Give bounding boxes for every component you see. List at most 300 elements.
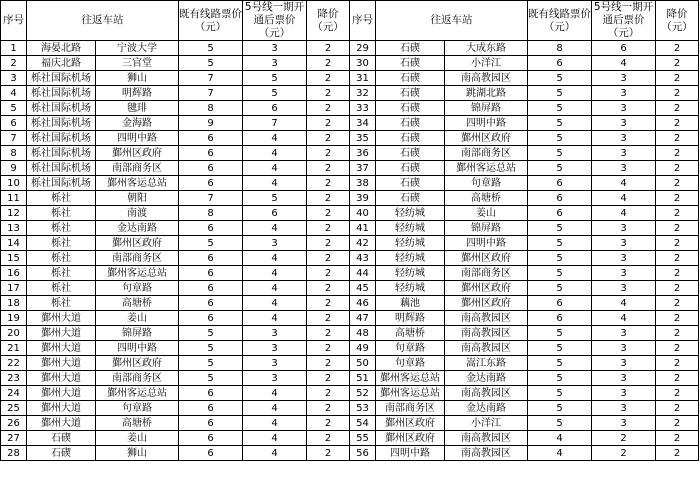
cell-new-price: 3 bbox=[592, 281, 656, 296]
cell-seq: 2 bbox=[1, 56, 27, 71]
cell-seq: 9 bbox=[1, 161, 27, 176]
cell-from-station: 鄞州大道 bbox=[27, 341, 96, 356]
cell-seq: 52 bbox=[350, 386, 376, 401]
cell-new-price: 2 bbox=[592, 431, 656, 446]
cell-to-station: 南高教园区 bbox=[445, 341, 528, 356]
cell-seq: 41 bbox=[350, 221, 376, 236]
header-route: 往返车站 bbox=[27, 1, 179, 41]
cell-seq: 5 bbox=[1, 101, 27, 116]
cell-from-station: 轻纺城 bbox=[376, 281, 445, 296]
cell-new-price: 4 bbox=[243, 176, 307, 191]
cell-existing-price: 7 bbox=[179, 86, 243, 101]
cell-existing-price: 6 bbox=[179, 416, 243, 431]
table-row bbox=[1, 116, 699, 131]
cell-existing-price: 6 bbox=[528, 191, 592, 206]
cell-new-price: 4 bbox=[592, 191, 656, 206]
cell-reduction: 2 bbox=[307, 446, 350, 461]
cell-new-price: 3 bbox=[592, 401, 656, 416]
cell-reduction: 2 bbox=[307, 431, 350, 446]
cell-seq: 40 bbox=[350, 206, 376, 221]
cell-reduction: 2 bbox=[656, 116, 699, 131]
cell-new-price: 5 bbox=[243, 86, 307, 101]
cell-from-station: 高塘桥 bbox=[376, 326, 445, 341]
cell-existing-price: 5 bbox=[528, 371, 592, 386]
cell-seq: 27 bbox=[1, 431, 27, 446]
header-route: 往返车站 bbox=[376, 1, 528, 41]
cell-seq: 14 bbox=[1, 236, 27, 251]
cell-new-price: 3 bbox=[592, 131, 656, 146]
table-row bbox=[1, 131, 699, 146]
table-row bbox=[1, 371, 699, 386]
cell-new-price: 3 bbox=[592, 266, 656, 281]
cell-seq: 20 bbox=[1, 326, 27, 341]
cell-existing-price: 7 bbox=[179, 71, 243, 86]
table-row bbox=[1, 41, 699, 56]
cell-to-station: 鄞州客运总站 bbox=[96, 386, 179, 401]
cell-existing-price: 8 bbox=[179, 101, 243, 116]
cell-from-station: 栎社 bbox=[27, 281, 96, 296]
cell-new-price: 3 bbox=[592, 116, 656, 131]
cell-seq: 33 bbox=[350, 101, 376, 116]
cell-to-station: 嵩江东路 bbox=[445, 356, 528, 371]
cell-existing-price: 5 bbox=[528, 416, 592, 431]
cell-new-price: 3 bbox=[592, 416, 656, 431]
cell-to-station: 南高教园区 bbox=[445, 431, 528, 446]
cell-from-station: 石碶 bbox=[27, 446, 96, 461]
cell-reduction: 2 bbox=[656, 296, 699, 311]
cell-seq: 11 bbox=[1, 191, 27, 206]
cell-existing-price: 6 bbox=[179, 401, 243, 416]
cell-seq: 1 bbox=[1, 41, 27, 56]
cell-new-price: 4 bbox=[243, 386, 307, 401]
cell-seq: 24 bbox=[1, 386, 27, 401]
cell-new-price: 3 bbox=[243, 41, 307, 56]
cell-reduction: 2 bbox=[307, 236, 350, 251]
cell-to-station: 鄞州区政府 bbox=[445, 296, 528, 311]
cell-to-station: 小洋江 bbox=[445, 416, 528, 431]
cell-to-station: 鄞州客运总站 bbox=[96, 176, 179, 191]
cell-reduction: 2 bbox=[656, 161, 699, 176]
cell-to-station: 南高教园区 bbox=[445, 446, 528, 461]
cell-reduction: 2 bbox=[307, 296, 350, 311]
cell-seq: 35 bbox=[350, 131, 376, 146]
cell-reduction: 2 bbox=[656, 326, 699, 341]
cell-from-station: 鄞州客运总站 bbox=[376, 371, 445, 386]
cell-from-station: 石碶 bbox=[376, 56, 445, 71]
cell-new-price: 3 bbox=[592, 86, 656, 101]
cell-from-station: 鄞州客运总站 bbox=[376, 386, 445, 401]
cell-to-station: 鄞州区政府 bbox=[445, 281, 528, 296]
cell-existing-price: 5 bbox=[528, 116, 592, 131]
cell-from-station: 鄞州区政府 bbox=[376, 416, 445, 431]
cell-new-price: 4 bbox=[243, 161, 307, 176]
cell-new-price: 3 bbox=[592, 236, 656, 251]
cell-from-station: 鄞州大道 bbox=[27, 326, 96, 341]
cell-from-station: 栎社 bbox=[27, 221, 96, 236]
cell-reduction: 2 bbox=[307, 116, 350, 131]
cell-existing-price: 5 bbox=[528, 71, 592, 86]
cell-seq: 51 bbox=[350, 371, 376, 386]
cell-from-station: 栎社国际机场 bbox=[27, 161, 96, 176]
cell-seq: 4 bbox=[1, 86, 27, 101]
cell-existing-price: 6 bbox=[179, 251, 243, 266]
cell-reduction: 2 bbox=[656, 281, 699, 296]
cell-reduction: 2 bbox=[656, 131, 699, 146]
cell-seq: 38 bbox=[350, 176, 376, 191]
cell-from-station: 藕池 bbox=[376, 296, 445, 311]
cell-new-price: 3 bbox=[592, 341, 656, 356]
cell-to-station: 鄞州区政府 bbox=[445, 131, 528, 146]
cell-from-station: 石碶 bbox=[376, 86, 445, 101]
cell-reduction: 2 bbox=[656, 446, 699, 461]
cell-seq: 15 bbox=[1, 251, 27, 266]
cell-seq: 7 bbox=[1, 131, 27, 146]
cell-seq: 31 bbox=[350, 71, 376, 86]
table-row bbox=[1, 221, 699, 236]
table-row bbox=[1, 101, 699, 116]
cell-to-station: 句章路 bbox=[96, 281, 179, 296]
cell-existing-price: 5 bbox=[528, 386, 592, 401]
cell-reduction: 2 bbox=[307, 101, 350, 116]
cell-seq: 19 bbox=[1, 311, 27, 326]
cell-existing-price: 5 bbox=[179, 371, 243, 386]
cell-to-station: 明辉路 bbox=[96, 86, 179, 101]
cell-to-station: 毽琲 bbox=[96, 101, 179, 116]
table-row bbox=[1, 71, 699, 86]
cell-new-price: 4 bbox=[243, 266, 307, 281]
cell-from-station: 石碶 bbox=[27, 431, 96, 446]
cell-to-station: 高塘桥 bbox=[445, 191, 528, 206]
cell-to-station: 狮山 bbox=[96, 446, 179, 461]
cell-new-price: 3 bbox=[243, 356, 307, 371]
cell-reduction: 2 bbox=[656, 221, 699, 236]
cell-existing-price: 6 bbox=[179, 161, 243, 176]
cell-seq: 26 bbox=[1, 416, 27, 431]
cell-seq: 56 bbox=[350, 446, 376, 461]
cell-from-station: 栎社国际机场 bbox=[27, 176, 96, 191]
cell-from-station: 栎社 bbox=[27, 206, 96, 221]
cell-reduction: 2 bbox=[656, 356, 699, 371]
cell-existing-price: 6 bbox=[528, 311, 592, 326]
cell-new-price: 4 bbox=[243, 281, 307, 296]
cell-new-price: 3 bbox=[592, 71, 656, 86]
header-new-price: 5号线一期开通后票价（元） bbox=[243, 1, 307, 41]
cell-new-price: 4 bbox=[243, 401, 307, 416]
cell-reduction: 2 bbox=[307, 71, 350, 86]
cell-existing-price: 5 bbox=[179, 236, 243, 251]
cell-new-price: 2 bbox=[592, 446, 656, 461]
cell-reduction: 2 bbox=[307, 176, 350, 191]
header-existing-price: 既有线路票价（元） bbox=[179, 1, 243, 41]
cell-seq: 39 bbox=[350, 191, 376, 206]
cell-from-station: 鄞州大道 bbox=[27, 386, 96, 401]
cell-from-station: 栎社国际机场 bbox=[27, 131, 96, 146]
cell-seq: 37 bbox=[350, 161, 376, 176]
cell-reduction: 2 bbox=[307, 86, 350, 101]
cell-from-station: 栎社 bbox=[27, 296, 96, 311]
cell-to-station: 南部商务区 bbox=[96, 251, 179, 266]
cell-from-station: 石碶 bbox=[376, 146, 445, 161]
cell-reduction: 2 bbox=[307, 416, 350, 431]
cell-new-price: 4 bbox=[243, 296, 307, 311]
cell-from-station: 栎社国际机场 bbox=[27, 116, 96, 131]
cell-seq: 3 bbox=[1, 71, 27, 86]
cell-seq: 8 bbox=[1, 146, 27, 161]
cell-to-station: 锦屏路 bbox=[96, 326, 179, 341]
cell-new-price: 4 bbox=[243, 431, 307, 446]
cell-to-station: 四明中路 bbox=[445, 236, 528, 251]
cell-existing-price: 6 bbox=[179, 266, 243, 281]
cell-reduction: 2 bbox=[656, 236, 699, 251]
cell-seq: 53 bbox=[350, 401, 376, 416]
cell-existing-price: 5 bbox=[528, 236, 592, 251]
cell-existing-price: 6 bbox=[528, 56, 592, 71]
cell-existing-price: 6 bbox=[179, 296, 243, 311]
cell-from-station: 海晏北路 bbox=[27, 41, 96, 56]
cell-reduction: 2 bbox=[656, 341, 699, 356]
cell-to-station: 句章路 bbox=[96, 401, 179, 416]
cell-from-station: 石碶 bbox=[376, 71, 445, 86]
cell-new-price: 5 bbox=[243, 71, 307, 86]
cell-reduction: 2 bbox=[656, 266, 699, 281]
cell-new-price: 6 bbox=[592, 41, 656, 56]
cell-reduction: 2 bbox=[307, 311, 350, 326]
cell-existing-price: 6 bbox=[179, 221, 243, 236]
cell-from-station: 石碶 bbox=[376, 41, 445, 56]
cell-from-station: 句章路 bbox=[376, 356, 445, 371]
cell-new-price: 7 bbox=[243, 116, 307, 131]
cell-seq: 18 bbox=[1, 296, 27, 311]
cell-to-station: 鄞州区政府 bbox=[96, 236, 179, 251]
cell-new-price: 4 bbox=[592, 56, 656, 71]
cell-existing-price: 6 bbox=[179, 446, 243, 461]
cell-new-price: 3 bbox=[243, 236, 307, 251]
cell-from-station: 句章路 bbox=[376, 341, 445, 356]
cell-seq: 17 bbox=[1, 281, 27, 296]
cell-existing-price: 7 bbox=[179, 191, 243, 206]
cell-from-station: 轻纺城 bbox=[376, 206, 445, 221]
table-row bbox=[1, 281, 699, 296]
cell-new-price: 4 bbox=[243, 416, 307, 431]
cell-existing-price: 6 bbox=[179, 431, 243, 446]
cell-existing-price: 5 bbox=[179, 341, 243, 356]
cell-existing-price: 6 bbox=[179, 311, 243, 326]
table-row bbox=[1, 386, 699, 401]
cell-existing-price: 6 bbox=[179, 131, 243, 146]
cell-to-station: 南高教园区 bbox=[445, 71, 528, 86]
cell-new-price: 3 bbox=[592, 101, 656, 116]
cell-seq: 16 bbox=[1, 266, 27, 281]
cell-reduction: 2 bbox=[307, 221, 350, 236]
cell-existing-price: 8 bbox=[528, 41, 592, 56]
cell-reduction: 2 bbox=[656, 71, 699, 86]
cell-seq: 13 bbox=[1, 221, 27, 236]
cell-existing-price: 9 bbox=[179, 116, 243, 131]
cell-new-price: 3 bbox=[592, 386, 656, 401]
table-row bbox=[1, 446, 699, 461]
cell-seq: 29 bbox=[350, 41, 376, 56]
cell-from-station: 鄞州大道 bbox=[27, 356, 96, 371]
cell-seq: 6 bbox=[1, 116, 27, 131]
cell-existing-price: 5 bbox=[528, 221, 592, 236]
cell-new-price: 4 bbox=[243, 131, 307, 146]
table-row bbox=[1, 236, 699, 251]
table-row bbox=[1, 326, 699, 341]
table-row bbox=[1, 401, 699, 416]
cell-from-station: 石碶 bbox=[376, 101, 445, 116]
cell-reduction: 2 bbox=[307, 371, 350, 386]
cell-reduction: 2 bbox=[656, 146, 699, 161]
cell-from-station: 四明中路 bbox=[376, 446, 445, 461]
cell-from-station: 鄞州区政府 bbox=[376, 431, 445, 446]
cell-reduction: 2 bbox=[656, 401, 699, 416]
header-existing-price: 既有线路票价（元） bbox=[528, 1, 592, 41]
cell-from-station: 栎社国际机场 bbox=[27, 86, 96, 101]
cell-new-price: 4 bbox=[243, 311, 307, 326]
cell-new-price: 3 bbox=[592, 146, 656, 161]
cell-from-station: 栎社 bbox=[27, 266, 96, 281]
cell-new-price: 6 bbox=[243, 101, 307, 116]
cell-reduction: 2 bbox=[656, 386, 699, 401]
cell-from-station: 福庆北路 bbox=[27, 56, 96, 71]
cell-to-station: 狮山 bbox=[96, 71, 179, 86]
cell-existing-price: 8 bbox=[179, 206, 243, 221]
cell-new-price: 3 bbox=[592, 326, 656, 341]
cell-reduction: 2 bbox=[307, 41, 350, 56]
cell-reduction: 2 bbox=[307, 401, 350, 416]
cell-reduction: 2 bbox=[656, 101, 699, 116]
cell-seq: 55 bbox=[350, 431, 376, 446]
cell-from-station: 石碶 bbox=[376, 116, 445, 131]
cell-to-station: 鄞州区政府 bbox=[96, 356, 179, 371]
cell-new-price: 3 bbox=[592, 221, 656, 236]
cell-to-station: 高塘桥 bbox=[96, 296, 179, 311]
cell-existing-price: 5 bbox=[179, 326, 243, 341]
cell-seq: 21 bbox=[1, 341, 27, 356]
cell-from-station: 石碶 bbox=[376, 161, 445, 176]
cell-reduction: 2 bbox=[656, 371, 699, 386]
cell-new-price: 3 bbox=[243, 56, 307, 71]
cell-existing-price: 5 bbox=[179, 356, 243, 371]
cell-seq: 45 bbox=[350, 281, 376, 296]
header-seq: 序号 bbox=[350, 1, 376, 41]
cell-existing-price: 6 bbox=[179, 146, 243, 161]
cell-to-station: 宁波大学 bbox=[96, 41, 179, 56]
cell-reduction: 2 bbox=[307, 341, 350, 356]
cell-seq: 28 bbox=[1, 446, 27, 461]
header-new-price: 5号线一期开通后票价（元） bbox=[592, 1, 656, 41]
cell-reduction: 2 bbox=[656, 56, 699, 71]
cell-reduction: 2 bbox=[656, 86, 699, 101]
cell-to-station: 金达南路 bbox=[96, 221, 179, 236]
cell-reduction: 2 bbox=[307, 386, 350, 401]
cell-to-station: 鄞州区政府 bbox=[96, 146, 179, 161]
cell-to-station: 金达南路 bbox=[445, 401, 528, 416]
cell-from-station: 轻纺城 bbox=[376, 236, 445, 251]
cell-from-station: 鄞州大道 bbox=[27, 371, 96, 386]
cell-from-station: 轻纺城 bbox=[376, 251, 445, 266]
cell-seq: 10 bbox=[1, 176, 27, 191]
table-row bbox=[1, 191, 699, 206]
cell-to-station: 鄞州客运总站 bbox=[96, 266, 179, 281]
cell-reduction: 2 bbox=[307, 281, 350, 296]
cell-seq: 23 bbox=[1, 371, 27, 386]
cell-seq: 30 bbox=[350, 56, 376, 71]
cell-new-price: 3 bbox=[592, 161, 656, 176]
cell-new-price: 3 bbox=[592, 356, 656, 371]
cell-to-station: 锦屏路 bbox=[445, 101, 528, 116]
cell-new-price: 4 bbox=[592, 206, 656, 221]
cell-to-station: 南渡 bbox=[96, 206, 179, 221]
cell-existing-price: 6 bbox=[528, 176, 592, 191]
cell-existing-price: 6 bbox=[179, 281, 243, 296]
cell-seq: 50 bbox=[350, 356, 376, 371]
cell-existing-price: 5 bbox=[179, 56, 243, 71]
cell-reduction: 2 bbox=[656, 311, 699, 326]
cell-to-station: 朝阳 bbox=[96, 191, 179, 206]
cell-existing-price: 5 bbox=[528, 101, 592, 116]
cell-new-price: 3 bbox=[592, 251, 656, 266]
cell-new-price: 4 bbox=[243, 221, 307, 236]
cell-from-station: 栎社国际机场 bbox=[27, 146, 96, 161]
table-row bbox=[1, 296, 699, 311]
cell-to-station: 锦屏路 bbox=[445, 221, 528, 236]
cell-existing-price: 5 bbox=[528, 131, 592, 146]
cell-from-station: 石碶 bbox=[376, 131, 445, 146]
cell-reduction: 2 bbox=[656, 176, 699, 191]
table-row bbox=[1, 266, 699, 281]
cell-new-price: 4 bbox=[592, 296, 656, 311]
header-seq: 序号 bbox=[1, 1, 27, 41]
cell-to-station: 南部商务区 bbox=[445, 146, 528, 161]
table-row bbox=[1, 356, 699, 371]
cell-reduction: 2 bbox=[656, 416, 699, 431]
cell-new-price: 4 bbox=[243, 251, 307, 266]
cell-from-station: 栎社 bbox=[27, 236, 96, 251]
cell-new-price: 4 bbox=[592, 176, 656, 191]
cell-reduction: 2 bbox=[307, 161, 350, 176]
cell-seq: 44 bbox=[350, 266, 376, 281]
cell-existing-price: 6 bbox=[528, 296, 592, 311]
cell-seq: 12 bbox=[1, 206, 27, 221]
cell-to-station: 鄞州客运总站 bbox=[445, 161, 528, 176]
cell-existing-price: 6 bbox=[528, 206, 592, 221]
cell-to-station: 南部商务区 bbox=[445, 266, 528, 281]
cell-existing-price: 6 bbox=[179, 386, 243, 401]
table-row bbox=[1, 431, 699, 446]
cell-reduction: 2 bbox=[656, 251, 699, 266]
cell-existing-price: 5 bbox=[528, 356, 592, 371]
cell-reduction: 2 bbox=[307, 356, 350, 371]
cell-existing-price: 5 bbox=[528, 146, 592, 161]
cell-to-station: 金海路 bbox=[96, 116, 179, 131]
cell-to-station: 南高教园区 bbox=[445, 311, 528, 326]
table-row bbox=[1, 416, 699, 431]
cell-reduction: 2 bbox=[656, 431, 699, 446]
cell-to-station: 姜山 bbox=[96, 311, 179, 326]
cell-from-station: 明辉路 bbox=[376, 311, 445, 326]
cell-from-station: 栎社国际机场 bbox=[27, 101, 96, 116]
cell-from-station: 栎社国际机场 bbox=[27, 71, 96, 86]
table-row bbox=[1, 176, 699, 191]
table-row bbox=[1, 311, 699, 326]
cell-new-price: 4 bbox=[243, 446, 307, 461]
cell-existing-price: 5 bbox=[528, 281, 592, 296]
cell-to-station: 小洋江 bbox=[445, 56, 528, 71]
cell-seq: 54 bbox=[350, 416, 376, 431]
cell-seq: 48 bbox=[350, 326, 376, 341]
cell-existing-price: 5 bbox=[528, 341, 592, 356]
